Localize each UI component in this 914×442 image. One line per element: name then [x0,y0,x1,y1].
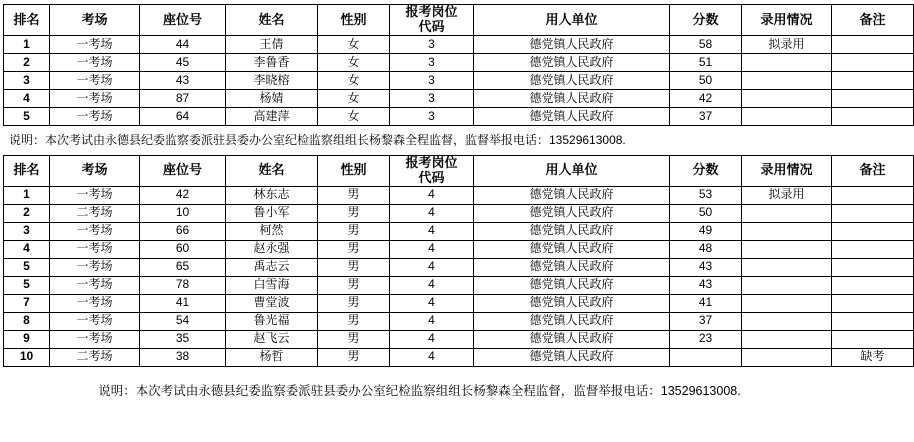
header-seat-number: 座位号 [140,5,226,36]
cell-score: 37 [670,108,742,126]
header-hiring-status: 录用情况 [742,155,832,186]
cell-post-code: 3 [390,36,474,54]
cell-exam-room: 一考场 [50,276,140,294]
cell-rank: 4 [4,90,50,108]
header-post-code [390,5,474,36]
cell-remark [832,72,914,90]
header-remark: 备注 [832,5,914,36]
cell-employer-unit: 德党镇人民政府 [474,312,670,330]
cell-hiring-status [742,72,832,90]
cell-score: 37 [670,312,742,330]
cell-employer-unit: 德党镇人民政府 [474,204,670,222]
results-table-male [3,155,914,367]
cell-exam-room: 一考场 [50,330,140,348]
cell-gender: 男 [318,276,390,294]
cell-remark [832,36,914,54]
header-rank: 排名 [4,155,50,186]
cell-gender: 男 [318,240,390,258]
cell-seat-number: 38 [140,348,226,366]
cell-score: 48 [670,240,742,258]
cell-gender: 女 [318,54,390,72]
cell-exam-room: 一考场 [50,72,140,90]
cell-exam-room: 一考场 [50,294,140,312]
cell-seat-number: 78 [140,276,226,294]
cell-remark [832,90,914,108]
cell-exam-room: 一考场 [50,36,140,54]
cell-hiring-status [742,348,832,366]
cell-name: 杨哲 [226,348,318,366]
cell-post-code: 4 [390,348,474,366]
cell-gender: 男 [318,312,390,330]
cell-hiring-status [742,90,832,108]
cell-score: 51 [670,54,742,72]
cell-remark [832,330,914,348]
cell-rank: 2 [4,54,50,72]
cell-exam-room: 一考场 [50,222,140,240]
header-gender: 性别 [318,155,390,186]
cell-rank: 5 [4,258,50,276]
cell-hiring-status [742,258,832,276]
cell-rank: 10 [4,348,50,366]
table-header-row [4,155,914,186]
cell-employer-unit: 德党镇人民政府 [474,330,670,348]
header-exam-room: 考场 [50,155,140,186]
cell-score: 53 [670,186,742,204]
cell-hiring-status [742,330,832,348]
header-rank: 排名 [4,5,50,36]
cell-post-code: 3 [390,72,474,90]
cell-gender: 男 [318,258,390,276]
cell-rank: 3 [4,72,50,90]
cell-score: 42 [670,90,742,108]
cell-remark [832,240,914,258]
header-employer-unit: 用人单位 [474,5,670,36]
header-remark: 备注 [832,155,914,186]
table-row [4,108,914,126]
table-row [4,222,914,240]
cell-hiring-status [742,312,832,330]
cell-name: 李鲁香 [226,54,318,72]
cell-seat-number: 60 [140,240,226,258]
cell-name: 曹堂波 [226,294,318,312]
cell-rank: 2 [4,204,50,222]
cell-gender: 女 [318,36,390,54]
header-name: 姓名 [226,155,318,186]
cell-gender: 男 [318,186,390,204]
cell-seat-number: 10 [140,204,226,222]
cell-rank: 5 [4,108,50,126]
cell-rank: 1 [4,36,50,54]
cell-gender: 男 [318,330,390,348]
cell-score: 43 [670,258,742,276]
table-header-row [4,5,914,36]
cell-name: 柯然 [226,222,318,240]
cell-exam-room: 一考场 [50,240,140,258]
cell-employer-unit: 德党镇人民政府 [474,90,670,108]
cell-score [670,348,742,366]
cell-post-code: 4 [390,186,474,204]
cell-remark [832,294,914,312]
header-exam-room: 考场 [50,5,140,36]
cell-post-code: 4 [390,312,474,330]
cell-hiring-status [742,204,832,222]
note-male-table: 说明：本次考试由永德县纪委监察委派驻县委办公室纪检监察组组长杨黎森全程监督，监督举报电话：13529613008. [98,383,741,398]
cell-hiring-status [742,276,832,294]
table-row [4,312,914,330]
cell-score: 50 [670,72,742,90]
header-post-code-line1: 报考岗位 [405,154,458,170]
header-post-code-line1: 报考岗位 [405,4,458,20]
cell-seat-number: 42 [140,186,226,204]
header-post-code-line2: 代码 [418,19,445,34]
cell-score: 43 [670,276,742,294]
cell-exam-room: 一考场 [50,312,140,330]
table-row [4,72,914,90]
cell-remark: 缺考 [832,348,914,366]
cell-post-code: 4 [390,330,474,348]
cell-seat-number: 54 [140,312,226,330]
cell-rank: 3 [4,222,50,240]
cell-gender: 男 [318,294,390,312]
table-row [4,54,914,72]
table-row [4,36,914,54]
cell-name: 白雪海 [226,276,318,294]
cell-name: 王倩 [226,36,318,54]
cell-gender: 女 [318,72,390,90]
cell-hiring-status: 拟录用 [742,186,832,204]
cell-remark [832,258,914,276]
cell-seat-number: 35 [140,330,226,348]
cell-employer-unit: 德党镇人民政府 [474,294,670,312]
cell-post-code: 4 [390,276,474,294]
cell-employer-unit: 德党镇人民政府 [474,258,670,276]
cell-employer-unit: 德党镇人民政府 [474,72,670,90]
header-employer-unit: 用人单位 [474,155,670,186]
cell-hiring-status [742,294,832,312]
note-female-table: 说明：本次考试由永德县纪委监察委派驻县委办公室纪检监察组组长杨黎森全程监督，监督举报电话：13529613008. [9,133,626,147]
cell-seat-number: 45 [140,54,226,72]
cell-score: 41 [670,294,742,312]
cell-hiring-status: 拟录用 [742,36,832,54]
cell-post-code: 4 [390,240,474,258]
cell-name: 鲁小军 [226,204,318,222]
cell-remark [832,222,914,240]
cell-employer-unit: 德党镇人民政府 [474,108,670,126]
header-hiring-status: 录用情况 [742,5,832,36]
table-row [4,330,914,348]
cell-employer-unit: 德党镇人民政府 [474,36,670,54]
cell-hiring-status [742,240,832,258]
cell-seat-number: 64 [140,108,226,126]
cell-post-code: 3 [390,90,474,108]
table-row [4,294,914,312]
cell-name: 李晓榕 [226,72,318,90]
cell-exam-room: 一考场 [50,258,140,276]
cell-rank: 8 [4,312,50,330]
table-row [4,204,914,222]
cell-exam-room: 二考场 [50,348,140,366]
cell-employer-unit: 德党镇人民政府 [474,54,670,72]
cell-rank: 9 [4,330,50,348]
cell-remark [832,186,914,204]
cell-exam-room: 一考场 [50,108,140,126]
cell-employer-unit: 德党镇人民政府 [474,276,670,294]
cell-gender: 女 [318,90,390,108]
cell-seat-number: 65 [140,258,226,276]
cell-rank: 4 [4,240,50,258]
cell-gender: 男 [318,222,390,240]
cell-seat-number: 43 [140,72,226,90]
cell-name: 禹志云 [226,258,318,276]
cell-score: 49 [670,222,742,240]
cell-post-code: 3 [390,108,474,126]
cell-name: 林东志 [226,186,318,204]
results-table-female [3,4,914,126]
header-gender: 性别 [318,5,390,36]
cell-seat-number: 44 [140,36,226,54]
table-row [4,258,914,276]
table-body-female [4,36,914,126]
cell-name: 赵永强 [226,240,318,258]
cell-hiring-status [742,222,832,240]
cell-post-code: 3 [390,54,474,72]
cell-rank: 7 [4,294,50,312]
cell-gender: 男 [318,348,390,366]
cell-remark [832,54,914,72]
cell-rank: 5 [4,276,50,294]
table-row [4,186,914,204]
table-row [4,90,914,108]
cell-employer-unit: 德党镇人民政府 [474,348,670,366]
cell-gender: 男 [318,204,390,222]
cell-employer-unit: 德党镇人民政府 [474,240,670,258]
cell-exam-room: 二考场 [50,204,140,222]
cell-name: 赵飞云 [226,330,318,348]
header-score: 分数 [670,155,742,186]
cell-name: 杨婧 [226,90,318,108]
cell-rank: 1 [4,186,50,204]
cell-name: 高建萍 [226,108,318,126]
cell-hiring-status [742,54,832,72]
cell-remark [832,312,914,330]
header-post-code-line2: 代码 [418,169,445,185]
cell-score: 50 [670,204,742,222]
cell-exam-room: 一考场 [50,90,140,108]
cell-remark [832,204,914,222]
header-name: 姓名 [226,5,318,36]
cell-name: 鲁光福 [226,312,318,330]
cell-remark [832,108,914,126]
cell-post-code: 4 [390,258,474,276]
table-row [4,240,914,258]
cell-post-code: 4 [390,204,474,222]
cell-exam-room: 一考场 [50,186,140,204]
cell-seat-number: 66 [140,222,226,240]
table-body-male [4,186,914,366]
cell-exam-room: 一考场 [50,54,140,72]
cell-score: 23 [670,330,742,348]
cell-post-code: 4 [390,222,474,240]
cell-score: 58 [670,36,742,54]
cell-seat-number: 87 [140,90,226,108]
table-row [4,348,914,366]
cell-hiring-status [742,108,832,126]
header-seat-number: 座位号 [140,155,226,186]
cell-employer-unit: 德党镇人民政府 [474,186,670,204]
cell-gender: 女 [318,108,390,126]
cell-seat-number: 41 [140,294,226,312]
table-row [4,276,914,294]
cell-post-code: 4 [390,294,474,312]
header-score: 分数 [670,5,742,36]
cell-employer-unit: 德党镇人民政府 [474,222,670,240]
cell-remark [832,276,914,294]
header-post-code [390,155,474,186]
